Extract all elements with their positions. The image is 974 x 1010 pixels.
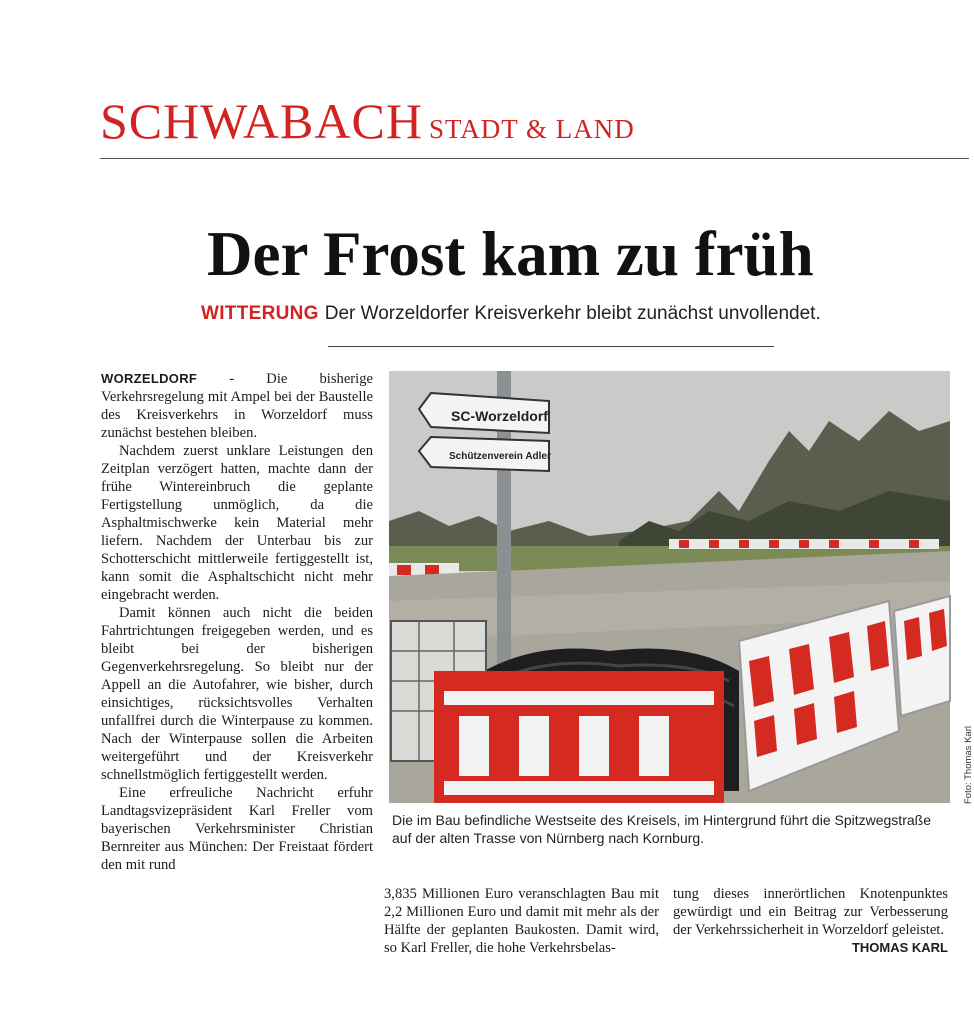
masthead-rule xyxy=(100,158,969,159)
article-column-3 xyxy=(673,885,948,957)
masthead-section: STADT & LAND xyxy=(428,114,635,144)
article-column-2 xyxy=(384,885,659,957)
article-column-1 xyxy=(101,370,373,874)
article-paragraph-5: 3,835 Millionen Euro veranschlagten Bau mit 2,2 Millionen Euro und damit mit mehr als der Hälfte der geplanten Baukosten. Damit wird, so Karl Freller, die hohe Verkehrsbelas- xyxy=(384,886,659,956)
article-byline: THOMAS KARL xyxy=(851,940,948,955)
article-headline: Der Frost kam zu früh xyxy=(207,219,814,289)
masthead xyxy=(100,92,635,150)
photo-caption: Die im Bau befindliche Westseite des Kreisels, im Hintergrund führt die Spitzwegstraße auf der alten Trasse von Nürnberg nach Kornburg. xyxy=(392,812,931,846)
kicker-line xyxy=(201,303,821,325)
article-photo xyxy=(389,371,950,803)
article-dek: Der Worzeldorfer Kreisverkehr bleibt zunächst unvollendet. xyxy=(324,303,821,324)
article-kicker: WITTERUNG xyxy=(201,303,319,324)
photo-credit: Foto: Thomas Karl xyxy=(963,726,974,804)
article-paragraph-3: Damit können auch nicht die beiden Fahrtrichtungen freigegeben werden, und es bleibt bei der bisherigen Gegenverkehrsregelung. So bleibt nur der Appell an die Autofahrer, wie bisher, durch einsichtiges, rücksichtsvolles Verhalten unfallfrei durch die Winterpause zu kommen. Nach der Winterpause sollen die Arbeiten weitergeführt und der Kreisverkehr schnellstmöglich fertiggestellt werden. xyxy=(101,605,373,783)
headline-rule xyxy=(328,346,774,347)
sign-bottom-text: Schützenverein Adler xyxy=(449,451,551,462)
sign-top-text: SC-Worzeldorf xyxy=(451,408,548,424)
paragraph-1-text: - Die bisherige Verkehrsregelung mit Ampel bei der Baustelle des Kreisverkehrs in Worzeldorf muss zunächst bestehen bleiben. xyxy=(101,371,373,441)
article-paragraph-1 xyxy=(101,370,373,442)
masthead-city: SCHWABACH xyxy=(100,93,423,149)
article-paragraph-6: tung dieses innerörtlichen Knotenpunktes gewürdigt und ein Beitrag zur Verbesserung der Verkehrssicherheit in Worzeldorf geleistet. xyxy=(673,886,948,938)
article-paragraph-2: Nachdem zuerst unklare Leistungen den Zeitplan verzögert hatten, machte dann der frühe Wintereinbruch die geplante Fertigstellung unmöglich, da die Asphaltmischwerke kein Material mehr liefern. Nachdem der Unterbau bis zur Schotterschicht mittlerweile fertiggestellt ist, kann somit die Asphaltschicht nicht mehr eingebracht werden. xyxy=(101,443,373,603)
article-dateline: WORZELDORF xyxy=(101,371,198,386)
article-paragraph-4: Eine erfreuliche Nachricht erfuhr Landtagsvizepräsident Karl Freller vom bayerischen Verkehrsminister Christian Bernreiter aus München: Der Freistaat fördert den mit rund xyxy=(101,785,373,873)
